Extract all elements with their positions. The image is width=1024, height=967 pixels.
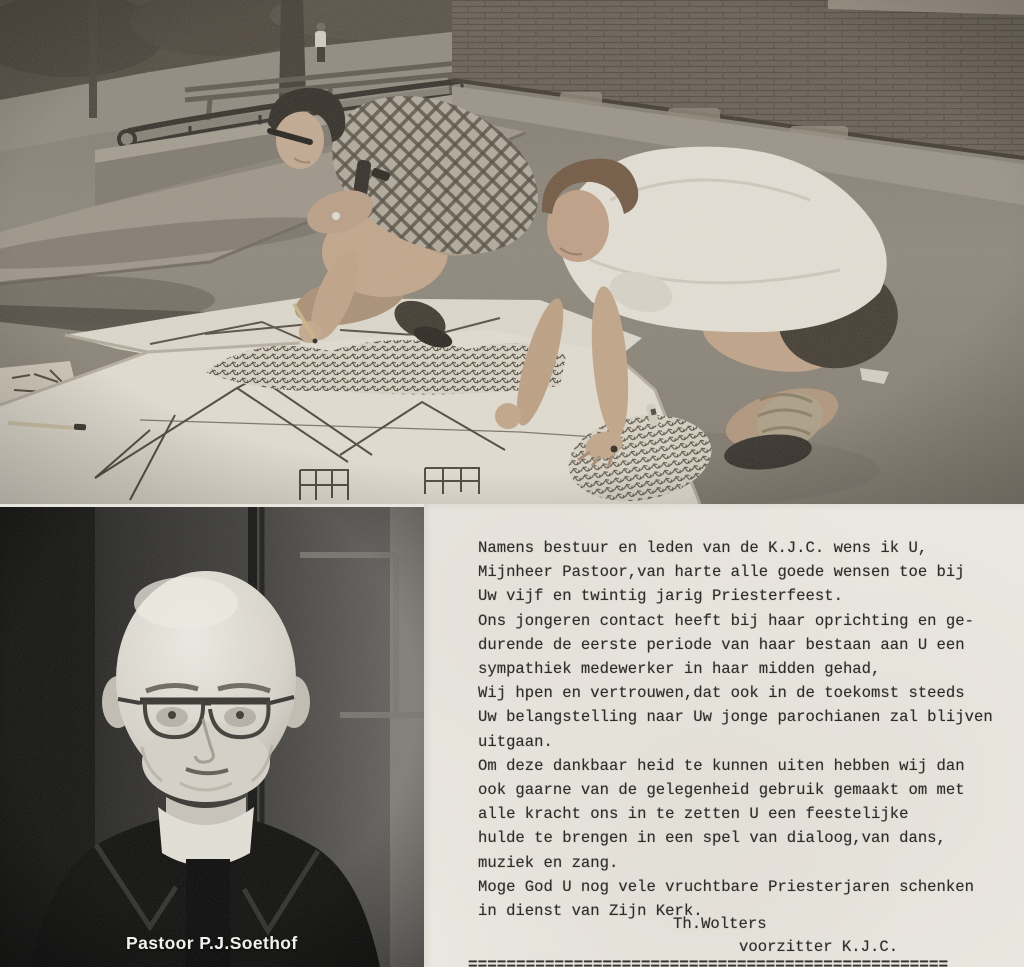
letter-line: Moge God U nog vele vruchtbare Priesterjaren schenken (478, 877, 974, 896)
letter-line: sympathiek medewerker in haar midden gehad, (478, 660, 881, 679)
portrait-caption: Pastoor P.J.Soethof (126, 933, 298, 953)
letter-line: Uw vijf en twintig jarig Priesterfeest. (478, 587, 843, 606)
letter (424, 504, 1024, 967)
letter-line: durende de eerste periode van haar bestaan aan U een (478, 635, 965, 654)
letter-line: ook gaarne van de gelegenheid gebruik gemaakt om met (478, 781, 965, 800)
letter-line: alle kracht ons in te zetten U een feestelijke (478, 805, 909, 824)
letter-line: muziek en zang. (478, 853, 619, 872)
letter-divider: ================================================== (468, 956, 949, 967)
letter-body (478, 536, 993, 923)
letter-line: Om deze dankbaar heid te kunnen uiten hebben wij dan (478, 756, 965, 775)
letter-line: Uw belangstelling naar Uw jonge parochianen zal blijven (478, 708, 993, 727)
signature-name: Th.Wolters (673, 915, 767, 933)
letter-line: hulde te brengen in een spel van dialoog,van dans, (478, 829, 946, 848)
letter-line: Mijnheer Pastoor,van harte alle goede wensen toe bij (478, 563, 965, 582)
signature-title: voorzitter K.J.C. (739, 938, 899, 956)
letter-line: Wij hpen en vertrouwen,dat ook in de toekomst steeds (478, 684, 965, 703)
letter-line: uitgaan. (478, 732, 553, 751)
letter-line: in dienst van Zijn Kerk. (478, 902, 703, 921)
letter-line: Ons jongeren contact heeft bij haar oprichting en ge- (478, 611, 974, 630)
letter-line: Namens bestuur en leden van de K.J.C. wens ik U, (478, 539, 928, 557)
portrait-photo (0, 507, 424, 967)
